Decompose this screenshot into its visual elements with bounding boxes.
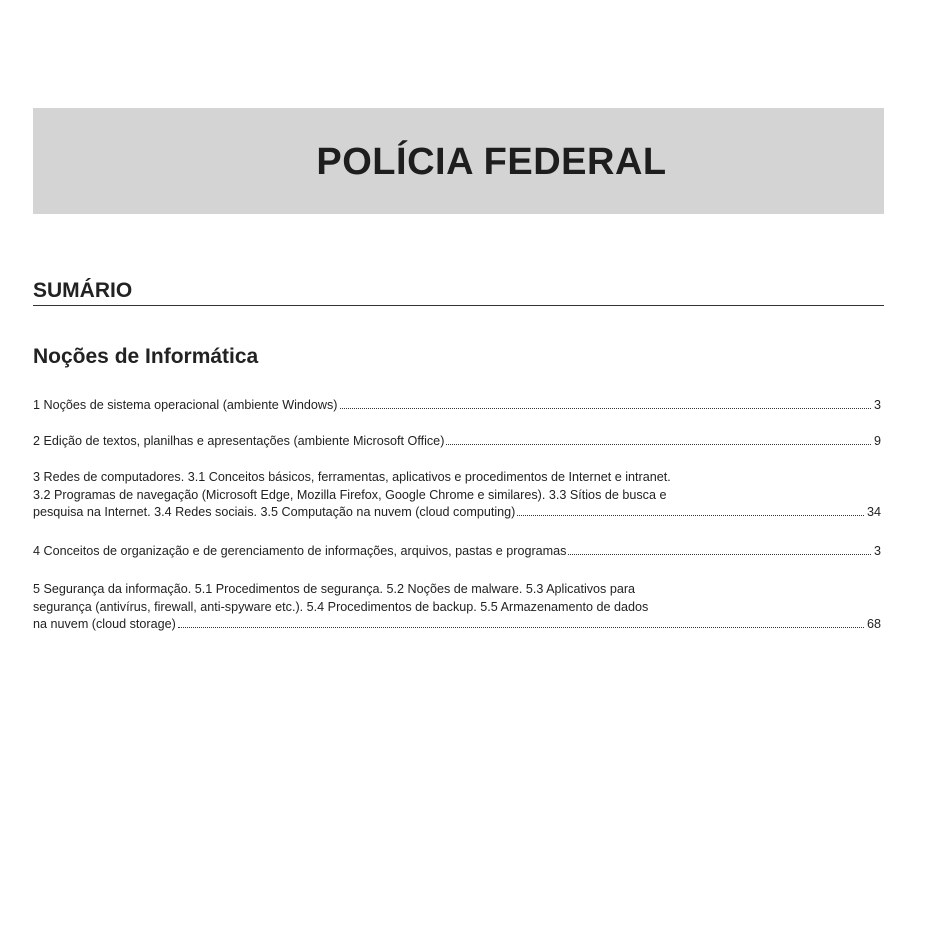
toc-page-number: 68 — [866, 617, 881, 631]
toc-entry-text-line: 3.2 Programas de navegação (Microsoft Edge, Mozilla Firefox, Google Chrome e similares). 3.3 Sítios de busca e — [33, 487, 667, 502]
subject-title: Noções de Informática — [33, 345, 259, 368]
toc-entry-text-line: segurança (antivírus, firewall, anti-spyware etc.). 5.4 Procedimentos de backup. 5.5 Armazenamento de dados — [33, 599, 649, 614]
toc-entry-line — [33, 433, 881, 451]
toc-page-number: 34 — [866, 505, 881, 519]
toc-entry-2[interactable] — [33, 433, 881, 451]
toc-entry-text: 4 Conceitos de organização e de gerenciamento de informações, arquivos, pastas e programas — [33, 543, 567, 558]
title-banner — [33, 108, 884, 214]
dot-leader — [517, 515, 864, 516]
toc-entry-text-line: 5 Segurança da informação. 5.1 Procedimentos de segurança. 5.2 Noções de malware. 5.3 Aplicativos para — [33, 582, 636, 596]
toc-entry-line — [33, 504, 881, 522]
toc-entry-4[interactable] — [33, 543, 881, 561]
dot-leader — [446, 444, 871, 445]
toc-entry-text: na nuvem (cloud storage) — [33, 617, 176, 631]
toc-entry-text: 1 Noções de sistema operacional (ambiente Windows) — [33, 398, 338, 412]
toc-page-number: 9 — [873, 433, 881, 448]
toc-entry-3[interactable] — [33, 469, 881, 522]
toc-entry-5[interactable] — [33, 581, 881, 634]
dot-leader — [178, 627, 864, 628]
toc-entry-1[interactable] — [33, 397, 881, 415]
summary-heading — [33, 279, 884, 306]
table-of-contents — [33, 397, 881, 634]
dot-leader — [568, 554, 871, 555]
toc-entry-line — [33, 616, 881, 634]
toc-page-number: 3 — [873, 543, 881, 558]
toc-entry-text: 2 Edição de textos, planilhas e apresentações (ambiente Microsoft Office) — [33, 433, 445, 448]
toc-page-number: 3 — [873, 398, 881, 412]
document-title: POLÍCIA FEDERAL — [316, 141, 667, 183]
dot-leader — [340, 408, 871, 409]
toc-entry-line — [33, 543, 881, 561]
toc-entry-text: pesquisa na Internet. 3.4 Redes sociais. 3.5 Computação na nuvem (cloud computing) — [33, 505, 516, 519]
toc-entry-line — [33, 397, 881, 415]
summary-heading-text: SUMÁRIO — [33, 279, 133, 302]
toc-entry-text-line: 3 Redes de computadores. 3.1 Conceitos básicos, ferramentas, aplicativos e procedimentos de Internet e intranet. — [33, 470, 671, 484]
